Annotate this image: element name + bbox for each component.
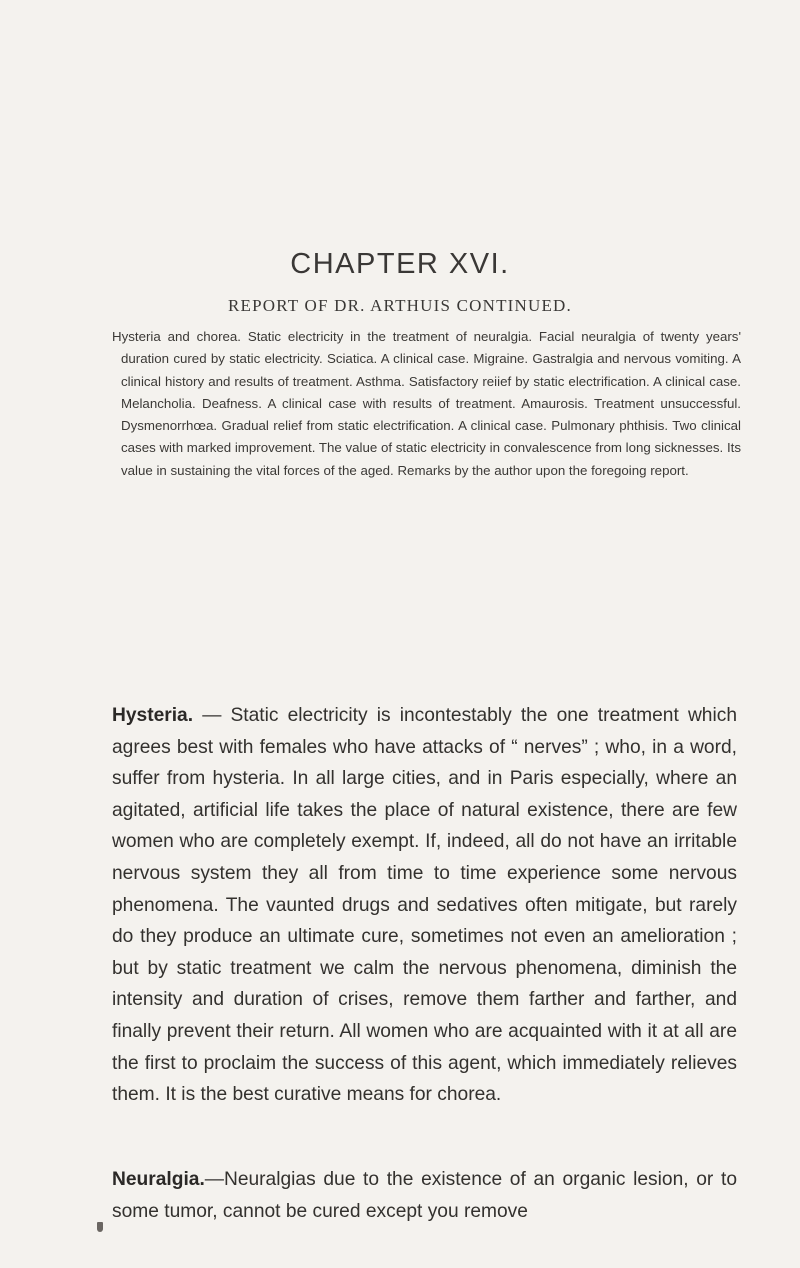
hysteria-body: — Static electricity is incontestably the one treatment which agrees best with females who have attacks of “ nerves” ; who, in a word, suffer from hysteria. In all large cities, and in Paris especially, where an agitated, artificial life takes the place of natural existence, there are few women who are completely exempt. If, indeed, all do not have an irritable nervous system they all from time to time experience some nervous phenomena. The vaunted drugs and sedatives often mitigate, but rarely do they produce an ultimate cure, sometimes not even an amelioration ; but by static treatment we calm the nervous phenomena, diminish the intensity and duration of crises, remove them farther and farther, and finally prevent their return. All women who are acquainted with it at all are the first to proclaim the success of this agent, which immediately relieves them. It is the best curative means for chorea. — [112, 705, 737, 1106]
neuralgia-heading: Neuralgia. — [112, 1169, 205, 1190]
hysteria-paragraph — [112, 700, 737, 1111]
neuralgia-body: —Neuralgias due to the existence of an organic lesion, or to some tumor, cannot be cured except you remove — [112, 1169, 737, 1222]
chapter-summary: Hysteria and chorea. Static electricity in the treatment of neuralgia. Facial neuralgia of twenty years' duration cured by static electricity. Sciatica. A clinical case. Migraine. Gastralgia and nervous vomiting. A clinical history and results of treatment. Asthma. Satisfactory reiief by static electrification. A clinical case. Melancholia. Deafness. A clinical case with results of treatment. Amaurosis. Treatment unsuccessful. Dysmenorrhœa. Gradual relief from static electrification. A clinical case. Pulmonary phthisis. Two clinical cases with marked improvement. The value of static electricity in convalescence from long sicknesses. Its value in sustaining the vital forces of the aged. Remarks by the author upon the foregoing report. — [112, 329, 741, 478]
chapter-title: CHAPTER XVI. — [290, 248, 510, 280]
chapter-subtitle: REPORT OF DR. ARTHUIS CONTINUED. — [228, 296, 572, 315]
neuralgia-paragraph — [112, 1164, 737, 1227]
hysteria-heading: Hysteria. — [112, 705, 194, 726]
margin-mark — [97, 1222, 103, 1232]
